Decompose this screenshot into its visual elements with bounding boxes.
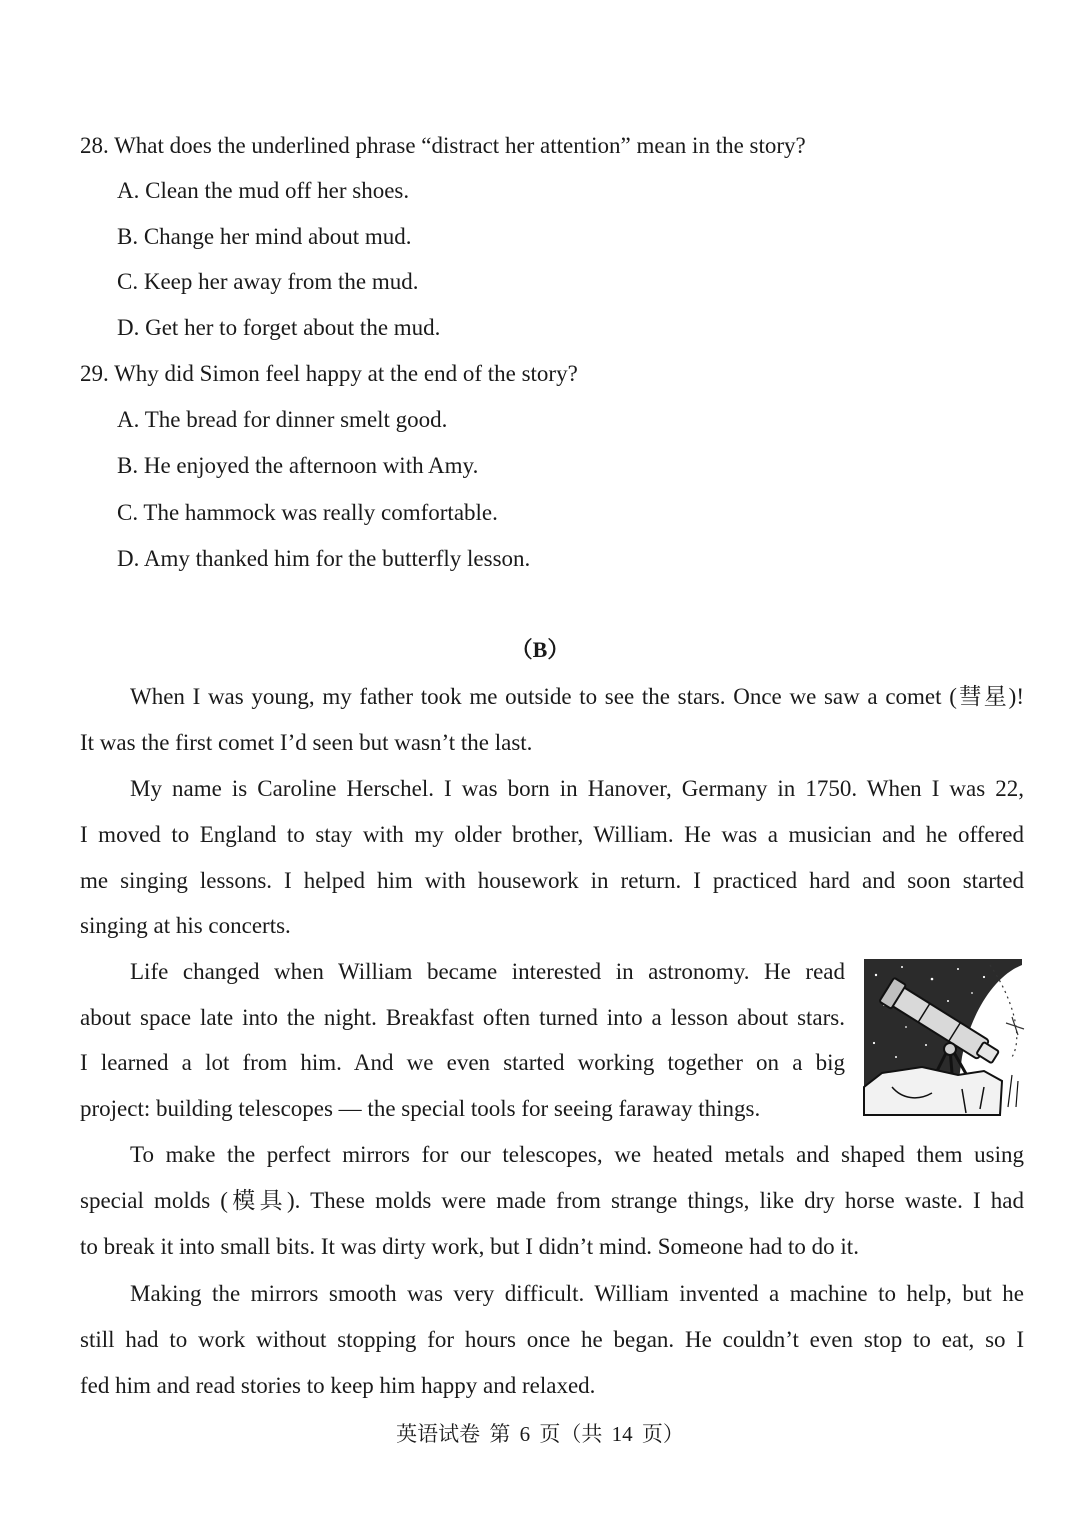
passage-line: To make the perfect mirrors for our telescopes, we heated metals and shaped them using: [130, 1142, 1024, 1167]
passage-line: about space late into the night. Breakfast often turned into a lesson about stars.: [80, 1005, 845, 1030]
question-29-stem: 29. Why did Simon feel happy at the end of the story?: [80, 361, 578, 386]
question-28-option-d: D. Get her to forget about the mud.: [117, 315, 441, 340]
question-28-option-b: B. Change her mind about mud.: [117, 224, 412, 249]
passage-line: special molds (模具). These molds were made from strange things, like dry horse waste. I had: [80, 1188, 1024, 1213]
passage-line: project: building telescopes — the special tools for seeing faraway things.: [80, 1096, 761, 1121]
passage-line: singing at his concerts.: [80, 913, 291, 938]
page-footer: 英语试卷 第 6 页（共 14 页）: [396, 1422, 684, 1446]
question-28-stem: 28. What does the underlined phrase “distract her attention” mean in the story?: [80, 133, 806, 158]
question-29-option-c: C. The hammock was really comfortable.: [117, 500, 498, 525]
question-29-option-b: B. He enjoyed the afternoon with Amy.: [117, 453, 479, 478]
passage-line: to break it into small bits. It was dirty work, but I didn’t mind. Someone had to do it.: [80, 1234, 859, 1259]
passage-line: When I was young, my father took me outside to see the stars. Once we saw a comet (彗星)!: [130, 684, 1024, 709]
passage-line: I learned a lot from him. And we even started working together on a big: [80, 1050, 845, 1075]
question-29-option-a: A. The bread for dinner smelt good.: [117, 407, 448, 432]
passage-line: I moved to England to stay with my older brother, William. He was a musician and he offered: [80, 822, 1024, 847]
question-28-option-c: C. Keep her away from the mud.: [117, 269, 419, 294]
passage-line: still had to work without stopping for hours once he began. He couldn’t even stop to eat, so I: [80, 1327, 1024, 1352]
passage-line: Making the mirrors smooth was very difficult. William invented a machine to help, but he: [130, 1281, 1024, 1306]
passage-line: me singing lessons. I helped him with housework in return. I practiced hard and soon started: [80, 868, 1024, 893]
telescope-illustration: [862, 957, 1026, 1117]
passage-line: It was the first comet I’d seen but wasn’t the last.: [80, 730, 533, 755]
question-28-option-a: A. Clean the mud off her shoes.: [117, 178, 410, 203]
passage-line: Life changed when William became interested in astronomy. He read: [130, 959, 845, 984]
section-b-heading: （B）: [510, 637, 570, 662]
question-29-option-d: D. Amy thanked him for the butterfly lesson.: [117, 546, 531, 571]
passage-line: My name is Caroline Herschel. I was born in Hanover, Germany in 1750. When I was 22,: [130, 776, 1024, 801]
passage-line: fed him and read stories to keep him happy and relaxed.: [80, 1373, 596, 1398]
